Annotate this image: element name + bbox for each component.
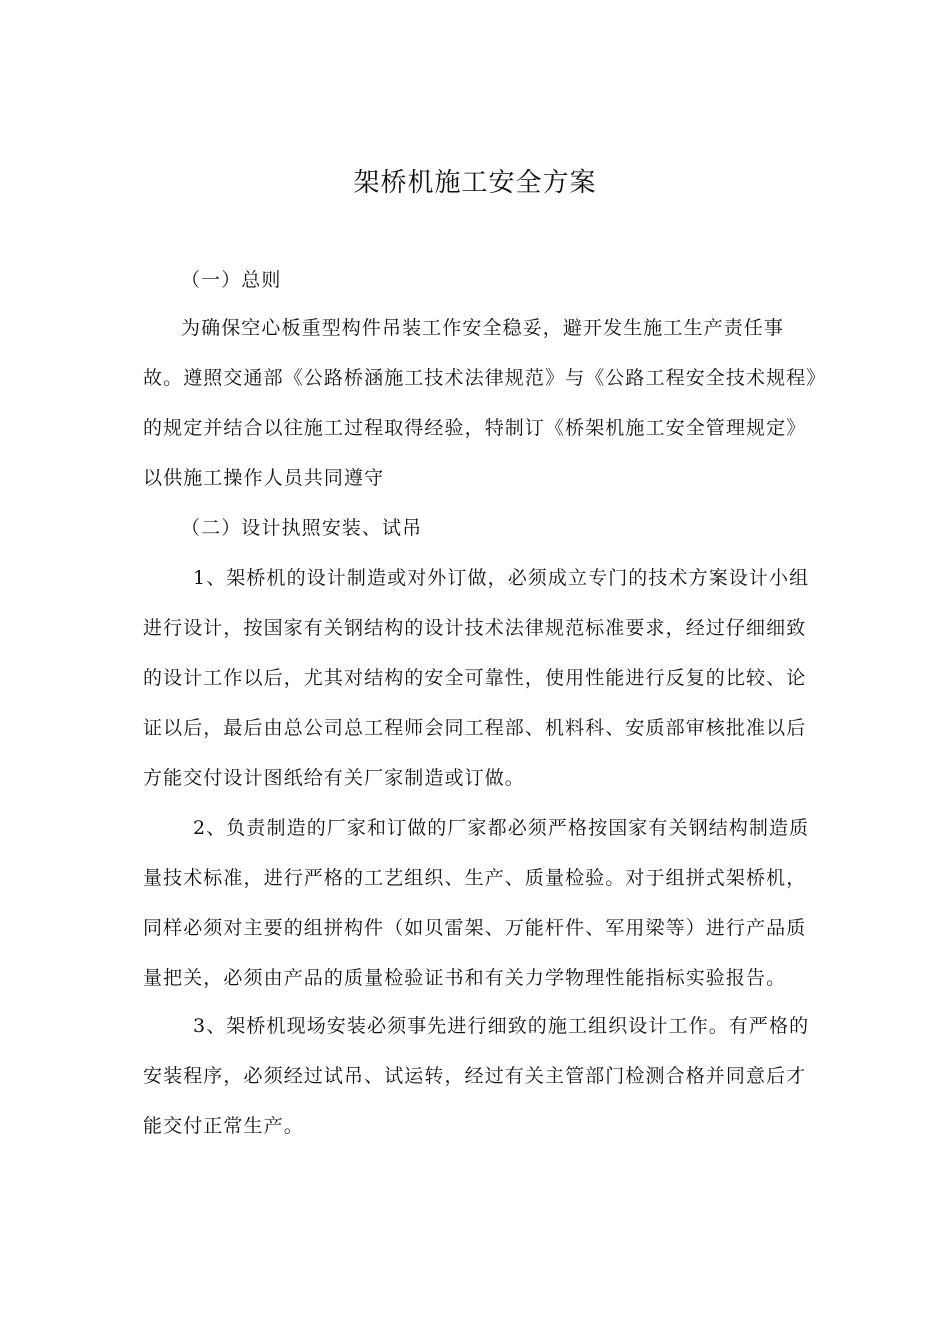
section-heading-design-install: （二）设计执照安装、试吊	[181, 517, 423, 539]
clause-3-paragraph: 3、架桥机现场安装必须事先进行细致的施工组织设计工作。有严格的安装程序，必须经过试吊、试运转，经过有关主管部门检测合格并同意后才能交付正常生产。	[143, 1015, 810, 1137]
section-heading-general: （一）总则	[181, 269, 282, 291]
document-title: 架桥机施工安全方案	[353, 168, 597, 198]
clause-1-paragraph: 1、架桥机的设计制造或对外订做，必须成立专门的技术方案设计小组进行设计，按国家有关钢结构的设计技术法律规范标准要求，经过仔细细致的设计工作以后，尤其对结构的安全可靠性，使用性能进行反复的比较、论证以后，最后由总公司总工程师会同工程部、机料科、安质部审核批准以后方能交付设计图纸给有关厂家制造或订做。	[143, 567, 810, 789]
clause-2-paragraph: 2、负责制造的厂家和订做的厂家都必须严格按国家有关钢结构制造质量技术标准，进行严格的工艺组织、生产、质量检验。对于组拼式架桥机，同样必须对主要的组拼构件（如贝雷架、万能杆件、军用梁等）进行产品质量把关，必须由产品的质量检验证书和有关力学物理性能指标实验报告。	[143, 817, 810, 989]
general-paragraph: 为确保空心板重型构件吊装工作安全稳妥，避开发生施工生产责任事故。遵照交通部《公路桥涵施工技术法律规范》与《公路工程安全技术规程》的规定并结合以往施工过程取得经验，特制订《桥架机施工安全管理规定》以供施工操作人员共同遵守	[143, 317, 817, 489]
